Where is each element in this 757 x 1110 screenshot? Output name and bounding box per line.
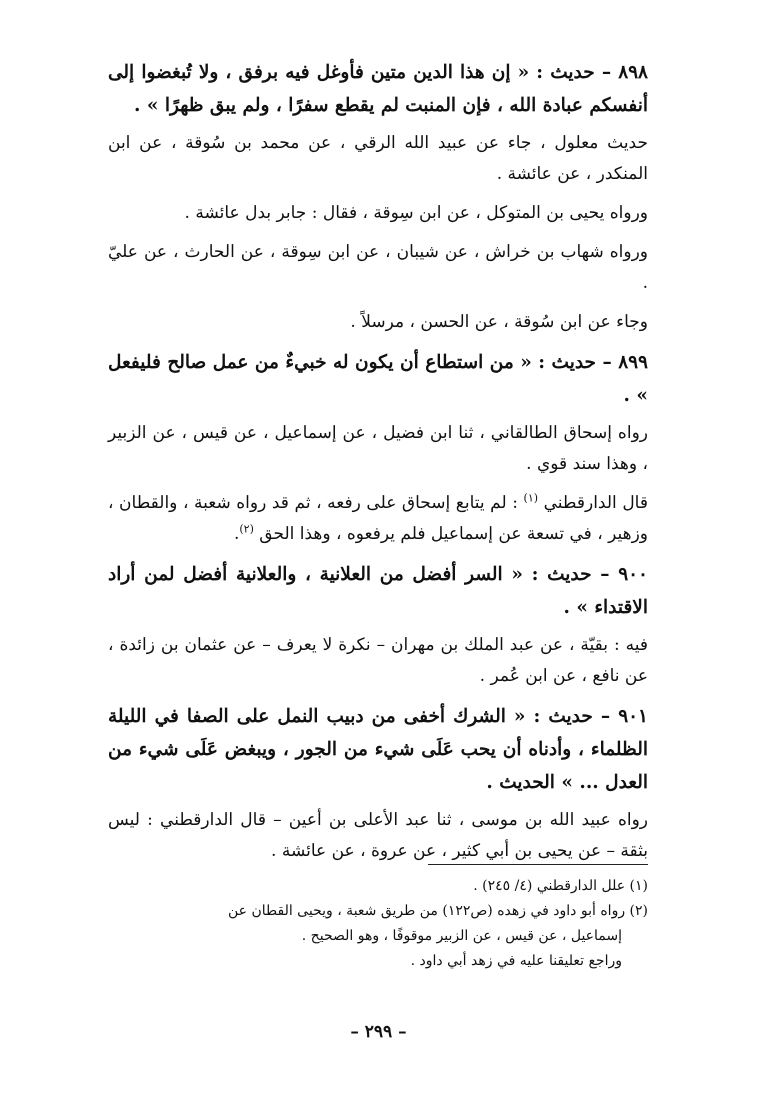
footnote-2-continuation: إسماعيل ، عن قيس ، عن الزبير موقوفًا ، وهو الصحيح .: [301, 928, 622, 944]
hadith-901: [108, 700, 648, 799]
commentary-paragraph: رواه إسحاق الطالقاني ، ثنا ابن فضيل ، عن إسماعيل ، عن قيس ، عن الزبير ، وهذا سند قوي .: [108, 423, 648, 474]
footnote-separator: [428, 864, 648, 865]
text-segment: .: [233, 524, 240, 544]
hadith-900: [108, 558, 648, 624]
text-segment: : لم يتابع إسحاق على رفعه ، ثم قد رواه شعبة ، والقطان ، وزهير ، في تسعة عن إسماعيل فلم يرفعوه ، وهذا الحق: [108, 493, 648, 544]
hadith-text: – حديث : « إن هذا الدين متين فأوغل فيه برفق ، ولا تُبغضوا إلى أنفسكم عبادة الله ، فإن المنبت لم يقطع سفرًا ، ولم يبق ظهرًا » .: [108, 62, 648, 116]
hadith-898: [108, 56, 648, 122]
commentary-paragraph: ورواه يحيى بن المتوكل ، عن ابن سِوقة ، فقال : جابر بدل عائشة .: [184, 203, 648, 223]
page-number: – ٢٩٩ –: [350, 1022, 407, 1042]
footnote-ref-2: (٢): [239, 522, 254, 536]
commentary-paragraph: رواه عبيد الله بن موسى ، ثنا عبد الأعلى بن أعين – قال الدارقطني : ليس بثقة – عن يحيى بن أبي كثير ، عن عروة ، عن عائشة .: [108, 810, 648, 861]
hadith-number: ٩٠١: [618, 706, 648, 727]
hadith-text: – حديث : « السر أفضل من العلانية ، والعلانية أفضل لمن أراد الاقتداء » .: [108, 564, 648, 618]
footnote-ref-1: (١): [523, 491, 539, 505]
commentary-paragraph: وجاء عن ابن سُوقة ، عن الحسن ، مرسلاً .: [350, 312, 648, 332]
commentary-paragraph: ورواه شهاب بن خراش ، عن شيبان ، عن ابن سِوقة ، عن الحارث ، عن عليّ .: [108, 242, 648, 293]
footnotes: [108, 874, 648, 974]
commentary-paragraph: فيه : بقيّة ، عن عبد الملك بن مهران – نكرة لا يعرف – عن عثمان بن زائدة ، عن نافع ، عن ابن عُمر .: [108, 635, 648, 686]
footnote-2: (٢) رواه أبو داود في زهده (ص١٢٢) من طريق شعبة ، ويحيى القطان عن: [228, 903, 648, 919]
hadith-text: – حديث : « الشرك أخفى من دبيب النمل على الصفا في الليلة الظلماء ، وأدناه أن يحب عَلَى شيء من الجور ، ويبغض عَلَى شيء من العدل ... » الحديث .: [108, 706, 648, 793]
commentary-paragraph: حديث معلول ، جاء عن عبيد الله الرقي ، عن محمد بن سُوقة ، عن ابن المنكدر ، عن عائشة .: [108, 133, 648, 184]
hadith-number: ٨٩٨: [618, 62, 648, 83]
hadith-899: [108, 346, 648, 412]
hadith-number: ٨٩٩: [618, 352, 648, 373]
footnote-1: (١) علل الدارقطني (٤/ ٢٤٥) .: [473, 878, 648, 894]
commentary-paragraph: [108, 488, 648, 550]
footnote-2-continuation: وراجع تعليقنا عليه في زهد أبي داود .: [410, 953, 622, 969]
main-text: [108, 56, 648, 875]
hadith-number: ٩٠٠: [618, 564, 648, 585]
text-segment: قال الدارقطني: [538, 493, 648, 513]
hadith-text: – حديث : « من استطاع أن يكون له خبيءٌ من عمل صالح فليفعل » .: [108, 352, 648, 406]
